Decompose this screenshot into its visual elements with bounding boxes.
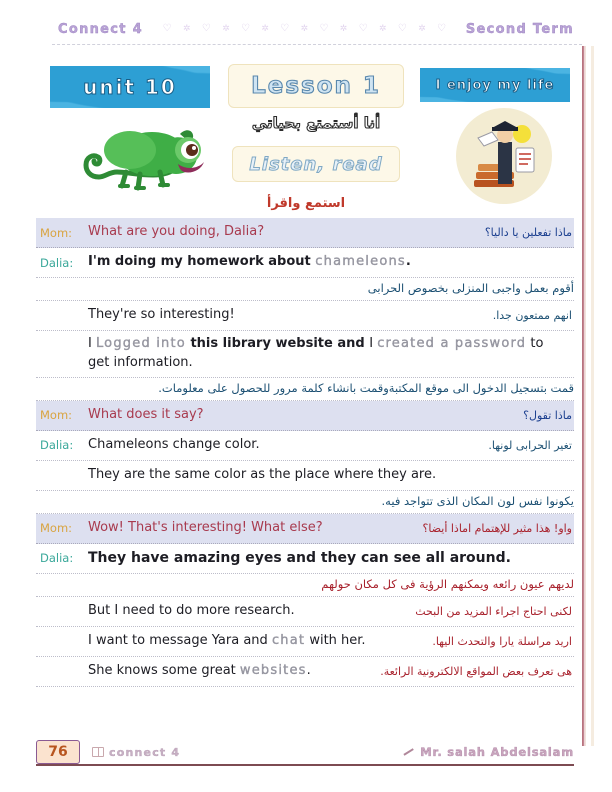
header-divider [52,44,582,45]
vocab-highlight: chameleons [315,254,406,270]
tick-icon: ✲ [418,22,426,33]
dialogue-table [36,218,574,687]
english-line [88,519,423,538]
speaker-label: Dalia: [40,255,74,270]
tick-icon: ✲ [339,22,348,33]
arabic-translation: اريد مراسلة يارا والتحدث اليها. [432,634,572,648]
enjoy-label: I enjoy my life [435,77,555,93]
banner-row [40,62,572,202]
english-text: I'm doing my homework about [88,254,316,270]
footer-author-group [402,745,574,759]
vocab-highlight: created a password [377,336,527,351]
dialogue-row [36,657,574,687]
arabic-translation: واو! هذا مثير للإهتمام اماذا أيضا؟ [422,521,572,535]
english-text: What does it say? [88,406,204,422]
arabic-translation: ماذا تفعلين يا داليا؟ [484,226,572,239]
tick-icon: ✲ [300,22,309,33]
arabic-translation: ماذا تقول؟ [523,408,572,422]
lesson-label: Lesson 1 [251,73,381,99]
arabic-translation-line: لديهم عيون رائعه ويمكنهم الرؤية فى كل مكان حولهم [36,574,574,597]
section-arabic-heading: استمع واقرأ [266,196,346,211]
book-icon [92,747,104,757]
heart-icon: ♡ [319,22,329,34]
heart-icon: ♡ [201,22,211,34]
lesson-arabic-subtitle: أنا أستمتع بحياتي [251,114,381,132]
page-footer [36,740,574,766]
heart-icon: ♡ [437,22,447,34]
english-text: Wow! That's interesting! What else? [88,519,323,535]
vocab-highlight: Logged into [95,336,186,351]
brand-second-term: Second Term [465,21,574,37]
speaker-label: Mom: [40,521,73,536]
brand-connect4-left: Connect 4 [58,21,143,37]
page-header [58,16,574,42]
enjoy-my-life-banner [420,68,570,102]
english-text: I want to message Yara and [88,632,272,648]
graduate-icon [456,108,552,204]
speaker-label: Dalia: [40,551,74,566]
dialogue-row [36,461,574,491]
english-text: this library website and [185,336,370,351]
tick-icon: ✲ [182,22,191,33]
dialogue-row [36,301,574,331]
english-line [88,436,488,455]
footer-book-label: connect 4 [109,745,181,759]
dialogue-row [36,248,574,278]
english-text: They are the same color as the place where they are. [88,466,437,482]
english-text: But I need to do more research. [88,602,295,618]
english-text: What are you doing, Dalia? [88,224,265,240]
arabic-translation-line: يكونوا نفس لون المكان الذى تتواجد فيه. [36,491,574,514]
english-text: She knows some great [88,662,240,678]
page-edge-border [582,46,586,746]
unit-label: unit 10 [83,75,177,99]
heart-icon: ♡ [280,22,290,34]
dialogue-row [36,514,574,544]
speaker-label: Mom: [40,225,73,240]
english-line [88,662,380,681]
dialogue-row [36,218,574,248]
dialogue-row [36,597,574,627]
arabic-translation: انهم ممتعون جدا. [492,309,572,322]
english-text: I [88,336,96,351]
page-edge-border-outer [591,46,594,746]
unit-banner [50,66,210,108]
dialogue-row [36,401,574,431]
footer-book-group [92,746,180,759]
english-line [88,223,485,242]
tick-icon: ✲ [379,22,387,33]
english-line [88,602,415,621]
english-line [88,253,574,272]
english-text: They have amazing eyes and they can see all around. [88,549,511,566]
arabic-translation: هى تعرف بعض المواقع الالكترونية الرائعة. [380,664,572,678]
english-line [88,632,432,651]
footer-author-label: Mr. salah Abdelsalam [420,745,574,759]
english-text: to get information. [88,336,544,370]
english-text: Chameleons change color. [88,436,260,452]
heart-icon: ♡ [358,22,368,34]
english-line [88,306,493,325]
chameleon-icon [68,110,208,202]
english-line [88,548,574,569]
english-text: I [369,336,378,351]
heart-icon: ♡ [241,22,251,34]
dialogue-row [36,627,574,657]
english-line [88,466,574,485]
listen-read-label: Listen, read [249,153,383,175]
pen-icon [402,746,414,758]
listen-read-banner [232,146,400,182]
speaker-label: Mom: [40,408,73,423]
tick-icon: ✲ [261,22,269,33]
english-text: with her. [305,632,366,648]
english-text: They're so interesting! [88,307,235,323]
heart-icon: ♡ [397,22,407,34]
arabic-translation-line: قمت بتسجيل الدخول الى موقع المكتبةوقمت بانشاء كلمة مرور للحصول على معلومات. [36,378,574,401]
heart-divider-decoration [143,23,466,34]
speaker-label: Dalia: [40,438,74,453]
english-text: . [405,254,411,270]
dialogue-row [36,431,574,461]
tick-icon: ✲ [222,22,230,33]
english-text: . [306,662,311,678]
arabic-translation: لكنى احتاج اجراء المزيد من البحث [415,604,572,618]
heart-icon: ♡ [162,22,172,34]
vocab-highlight: chat [271,632,306,648]
english-line [88,406,523,425]
dialogue-row [36,544,574,574]
page-number-badge: 76 [36,740,80,764]
english-line [88,335,574,373]
arabic-translation-line: أقوم بعمل واجبى المنزلى بخصوص الحرابى [36,278,574,301]
arabic-translation: تغير الحرابى لونها. [488,438,572,452]
lesson-banner [228,64,404,108]
dialogue-row [36,331,574,378]
vocab-highlight: websites [239,662,307,678]
